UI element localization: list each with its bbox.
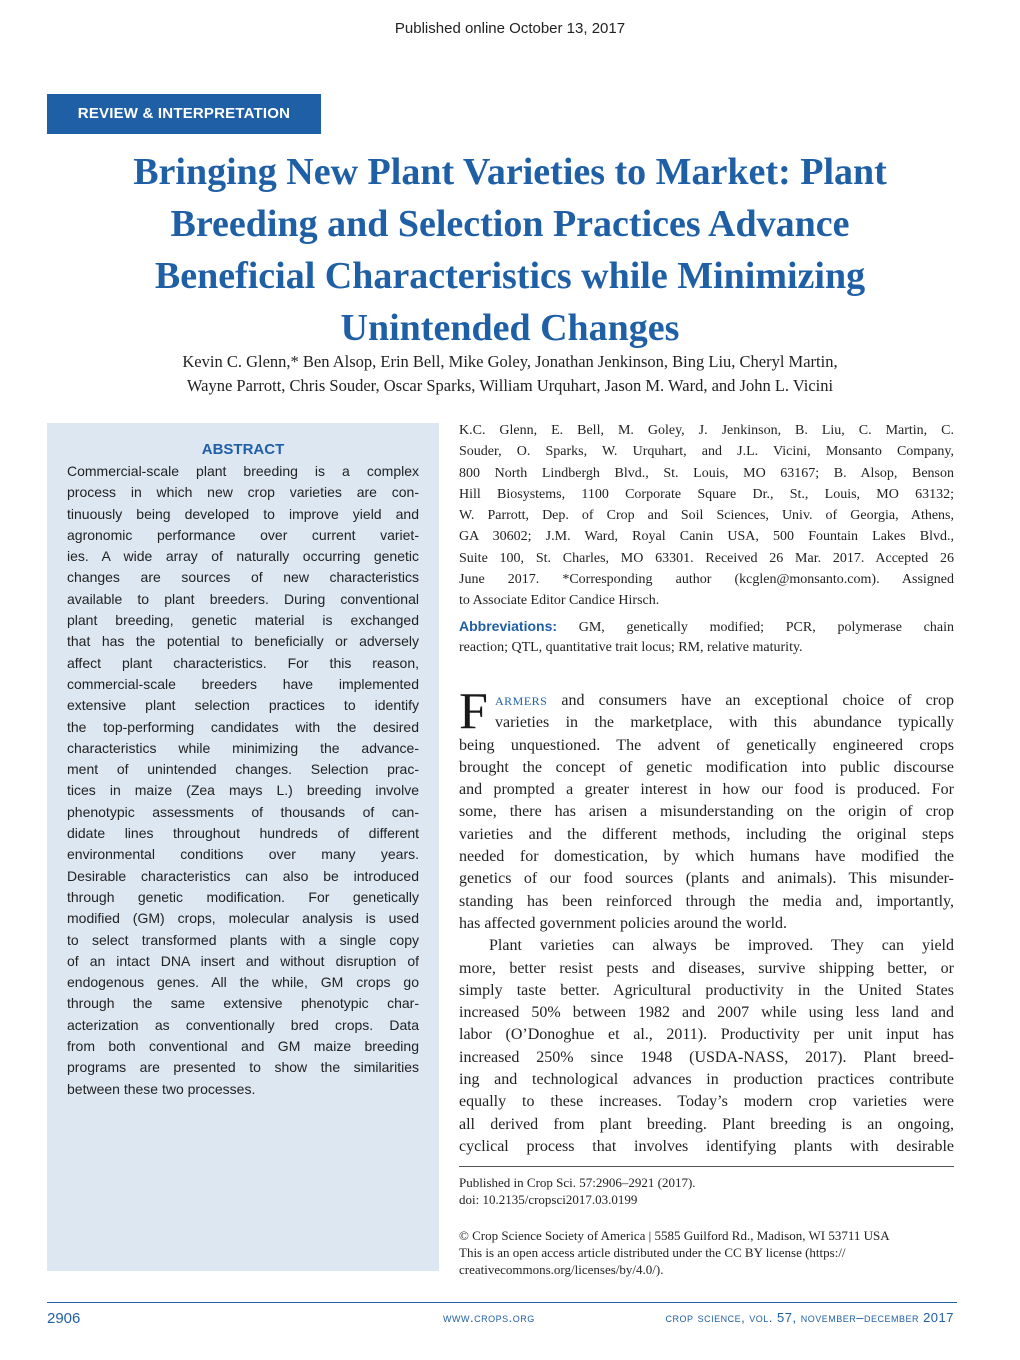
copyright-line: © Crop Science Society of America | 5585 Guilford Rd., Madison, WI 53711 USA bbox=[459, 1228, 890, 1243]
publication-citation: Published in Crop Sci. 57:2906–2921 (2017). bbox=[459, 1175, 696, 1190]
body-line: needed for domestication, by which humans have modified the bbox=[459, 848, 954, 866]
abstract-line: agronomic performance over current variet- bbox=[67, 526, 419, 543]
abstract-line: programs are presented to show the similarities bbox=[67, 1059, 419, 1076]
abstract-line: characteristics while minimizing the advance- bbox=[67, 739, 419, 756]
abstract-line: Commercial-scale plant breeding is a complex bbox=[67, 463, 419, 479]
article-title bbox=[40, 146, 980, 354]
body-line: Plant varieties can always be improved. They can yield bbox=[489, 937, 954, 955]
footer-divider bbox=[47, 1302, 957, 1303]
author-line: Wayne Parrott, Chris Souder, Oscar Sparks, William Urquhart, Jason M. Ward, and John L. Vicini bbox=[186, 376, 834, 395]
body-line: varieties and the different methods, including the original steps bbox=[459, 825, 954, 843]
affiliation-line: K.C. Glenn, E. Bell, M. Goley, J. Jenkinson, B. Liu, C. Martin, C. bbox=[459, 423, 954, 438]
title-line: Bringing New Plant Varieties to Market: Plant bbox=[133, 151, 887, 193]
affiliation-line: Suite 100, St. Charles, MO 63301. Received 26 Mar. 2017. Accepted 26 bbox=[459, 550, 954, 566]
body-line: standing has been reinforced through the media and, importantly, bbox=[459, 892, 954, 910]
body-line: varieties in the marketplace, with this abundance typically bbox=[495, 714, 954, 732]
abstract-line: modified (GM) crops, molecular analysis is used bbox=[67, 910, 419, 927]
body-line: brought the concept of genetic modification into public discourse bbox=[459, 758, 954, 776]
abstract-line: tinuously being developed to improve yield and bbox=[67, 505, 419, 522]
title-line: Breeding and Selection Practices Advance bbox=[170, 203, 850, 245]
abstract-line: affect plant characteristics. For this reason, bbox=[67, 654, 419, 671]
body-line: labor (O’Donoghue et al., 2011). Productivity per unit input has bbox=[459, 1026, 954, 1044]
license-line: This is an open access article distributed under the CC BY license (https:// bbox=[459, 1245, 846, 1260]
abstract-text bbox=[67, 461, 419, 1100]
body-line: equally to these increases. Today’s modern crop varieties were bbox=[459, 1093, 954, 1111]
abstract-heading: ABSTRACT bbox=[201, 441, 285, 458]
abstract-line: environmental conditions over many years. bbox=[67, 846, 419, 863]
affiliation-line: 800 North Lindbergh Blvd., St. Louis, MO 63167; B. Alsop, Benson bbox=[459, 465, 954, 481]
body-line: ing and technological advances in production practices contribute bbox=[459, 1071, 954, 1089]
section-tag: REVIEW & INTERPRETATION bbox=[47, 94, 321, 134]
body-line: increased 50% between 1982 and 2007 while using less land and bbox=[459, 1004, 954, 1022]
abstract-line: phenotypic assessments of thousands of can- bbox=[67, 803, 419, 820]
abstract-line: process in which new crop varieties are con- bbox=[67, 484, 419, 501]
journal-info: crop science, vol. 57, november–december 2017 bbox=[665, 1310, 954, 1325]
abstract-line: acterization as conventionally bred crops. Data bbox=[67, 1016, 419, 1033]
affiliation-line: Souder, O. Sparks, W. Urquhart, and J.L. Vicini, Monsanto Company, bbox=[459, 444, 954, 460]
affiliations bbox=[459, 420, 954, 612]
published-date: Published online October 13, 2017 bbox=[394, 20, 626, 37]
affiliation-line: June 2017. *Corresponding author (kcglen@monsanto.com). Assigned bbox=[459, 572, 954, 588]
publication-doi: doi: 10.2135/cropsci2017.03.0199 bbox=[459, 1192, 638, 1207]
abbreviations bbox=[459, 616, 954, 658]
body-line: more, better resist pests and diseases, survive shipping better, or bbox=[459, 959, 954, 977]
title-line: Beneficial Characteristics while Minimizing bbox=[154, 255, 866, 297]
abstract-line: plant breeding, genetic material is exchanged bbox=[67, 612, 419, 629]
page-number: 2906 bbox=[47, 1310, 81, 1327]
abstract-line: extensive plant selection practices to identify bbox=[67, 697, 419, 714]
abstract-line: between these two processes. bbox=[67, 1080, 256, 1097]
body-line-text: and consumers have an exceptional choice of crop bbox=[547, 692, 954, 709]
affiliation-line: Hill Biosystems, 1100 Corporate Square Dr., St., Louis, MO 63132; bbox=[459, 486, 954, 502]
drop-cap: F bbox=[459, 683, 488, 740]
abstract-line: Desirable characteristics can also be introduced bbox=[67, 867, 419, 884]
title-line: Unintended Changes bbox=[340, 307, 680, 349]
body-line: cyclical process that involves identifying plants with desirable bbox=[459, 1137, 954, 1155]
abstract-line: available to plant breeders. During conventional bbox=[67, 590, 419, 607]
abstract-line: ies. A wide array of naturally occurring genetic bbox=[67, 548, 419, 565]
body-line: and prompted a greater interest in how our food is produced. For bbox=[459, 781, 954, 799]
copyright-notice bbox=[459, 1227, 954, 1278]
body-line bbox=[459, 690, 954, 712]
affiliation-line: to Associate Editor Candice Hirsch. bbox=[459, 593, 660, 609]
footnote-divider bbox=[459, 1166, 954, 1167]
abstract-line: to select transformed plants with a single copy bbox=[67, 931, 419, 948]
abbreviations-line bbox=[459, 616, 954, 637]
license-url[interactable]: creativecommons.org/licenses/by/4.0/). bbox=[459, 1262, 664, 1277]
author-line: Kevin C. Glenn,* Ben Alsop, Erin Bell, Mike Goley, Jonathan Jenkinson, Bing Liu, Cheryl Martin, bbox=[182, 352, 838, 371]
body-line: genetics of our food sources (plants and animals). This misunder- bbox=[459, 870, 954, 888]
abbreviations-text: GM, genetically modified; PCR, polymerase chain bbox=[557, 620, 954, 635]
body-line: increased 250% since 1948 (USDA-NASS, 2017). Plant breed- bbox=[459, 1048, 954, 1066]
abstract-line: tices in maize (Zea mays L.) breeding involve bbox=[67, 782, 419, 799]
body-line: some, there has arisen a misunderstanding on the origin of crop bbox=[459, 803, 954, 821]
abstract-line: endogenous genes. All the while, GM crops go bbox=[67, 974, 419, 991]
abstract-line: from both conventional and GM maize breeding bbox=[67, 1038, 419, 1055]
body-line: being unquestioned. The advent of genetically engineered crops bbox=[459, 736, 954, 754]
abstract-line: changes are sources of new characteristics bbox=[67, 569, 419, 586]
abstract-line: didate lines throughout hundreds of different bbox=[67, 825, 419, 842]
abstract-line: ment of unintended changes. Selection prac- bbox=[67, 761, 419, 778]
publication-info bbox=[459, 1174, 954, 1208]
affiliation-line: GA 30602; J.M. Ward, Royal Canin USA, 500 Fountain Lakes Blvd., bbox=[459, 529, 954, 545]
abstract-line: the top-performing candidates with the desired bbox=[67, 718, 419, 735]
body-line: simply taste better. Agricultural productivity in the United States bbox=[459, 981, 954, 999]
abstract-line: commercial-scale breeders have implemented bbox=[67, 675, 419, 692]
abstract-line: of an intact DNA insert and without disruption of bbox=[67, 952, 419, 969]
site-link[interactable]: www.crops.org bbox=[443, 1310, 535, 1325]
body-line: all derived from plant breeding. Plant breeding is an ongoing, bbox=[459, 1115, 954, 1133]
abstract-line: that has the potential to beneficially or adversely bbox=[67, 633, 419, 650]
author-list bbox=[40, 350, 980, 398]
lead-word: ARMERS bbox=[495, 694, 548, 708]
abstract-line: through the same extensive phenotypic char- bbox=[67, 995, 419, 1012]
abbreviations-line: reaction; QTL, quantitative trait locus; RM, relative maturity. bbox=[459, 640, 803, 655]
body-text bbox=[459, 683, 954, 1158]
affiliation-line: W. Parrott, Dep. of Crop and Soil Sciences, Univ. of Georgia, Athens, bbox=[459, 508, 954, 524]
body-line: has affected government policies around the world. bbox=[459, 914, 788, 932]
abstract-line: through genetic modification. For genetically bbox=[67, 888, 419, 905]
abbreviations-label: Abbreviations: bbox=[459, 618, 558, 634]
